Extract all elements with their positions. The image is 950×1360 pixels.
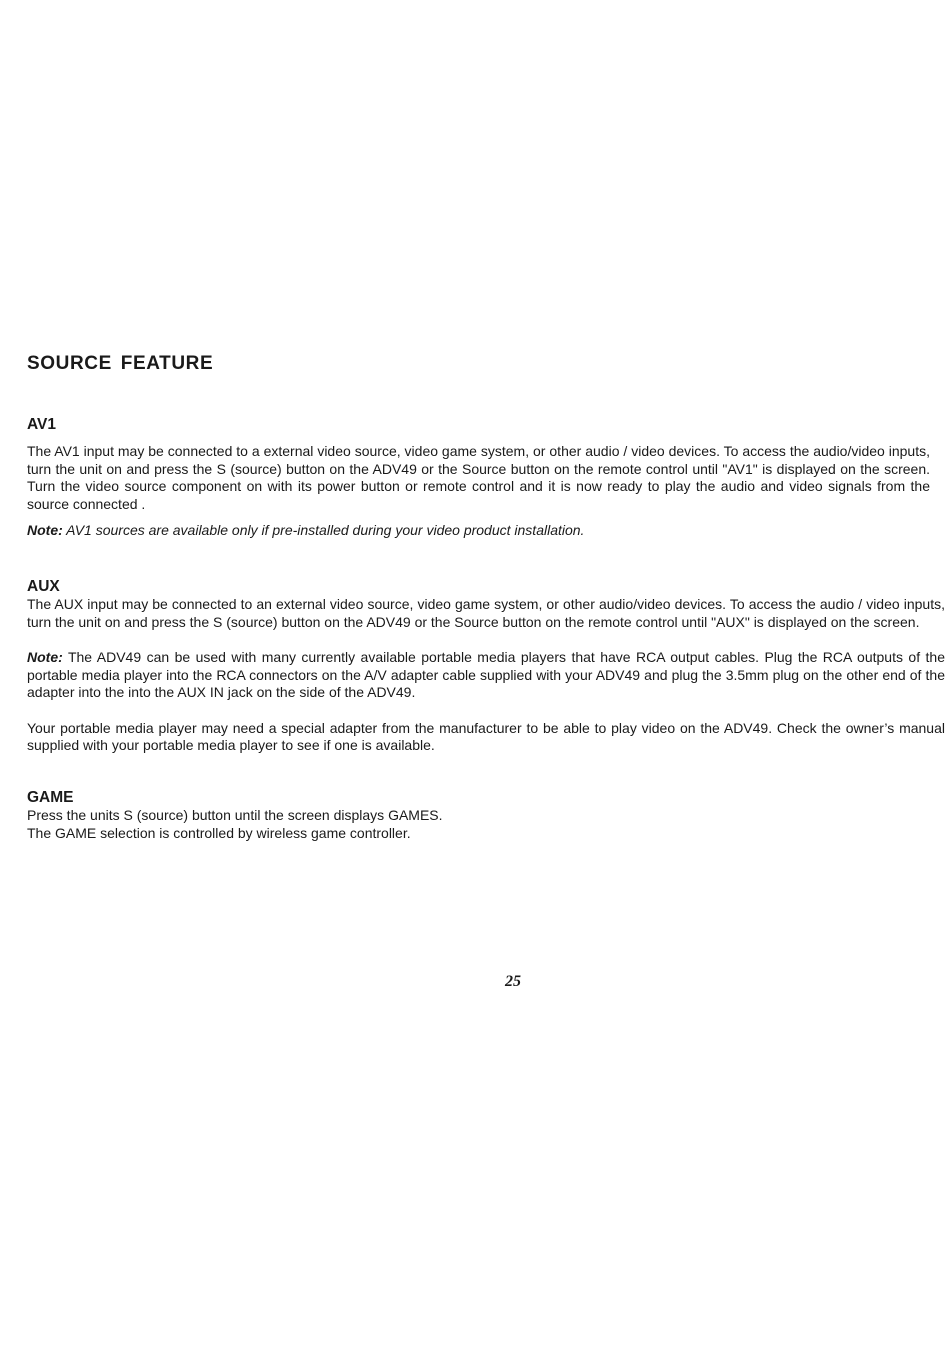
aux-section <box>27 578 945 755</box>
av1-note-text: AV1 sources are available only if pre-installed during your video product installation. <box>62 522 585 538</box>
aux-note <box>27 649 945 702</box>
aux-adapter-paragraph: Your portable media player may need a special adapter from the manufacturer to be able to play video on the ADV49. Check the owner’s manual supplied with your portable media player to see if one is available. <box>27 719 945 753</box>
aux-body: The AUX input may be connected to an external video source, video game system, or other audio/video devices. To access the audio / video inputs, turn the unit on and press the S (source) button on the ADV49 or the Source button on the remote control until "AUX" is displayed on the screen. <box>27 596 945 630</box>
av1-note <box>27 522 930 540</box>
av1-body: The AV1 input may be connected to a external video source, video game system, or other audio / video devices. To access the audio/video inputs, turn the unit on and press the S (source) button on the ADV49 or the Source button on the remote control until "AV1" is displayed on the screen. Turn the video source component on with its power button or remote control and it is now ready to play the audio and video signals from the source connected . <box>27 443 930 512</box>
aux-note-label: Note: <box>27 649 63 665</box>
av1-section <box>27 416 930 540</box>
page-title: SOURCE FEATURE <box>27 353 214 374</box>
game-line-1: Press the units S (source) button until the screen displays GAMES. <box>27 807 443 823</box>
game-line-2: The GAME selection is controlled by wireless game controller. <box>27 824 411 841</box>
av1-note-label: Note: <box>27 522 63 538</box>
aux-note-text: The ADV49 can be used with many currently available portable media players that have RCA output cables. Plug the RCA outputs of the portable media player into the RCA connectors on the A/V adapter cable supplied with your ADV49 and plug the 3.5mm plug on the other end of the adapter into the into the AUX IN jack on the side of the ADV49. <box>27 649 945 700</box>
av1-heading: AV1 <box>27 416 57 433</box>
page-number: 25 <box>505 973 521 990</box>
aux-heading: AUX <box>27 578 60 595</box>
game-section <box>27 789 945 842</box>
game-heading: GAME <box>27 789 74 806</box>
